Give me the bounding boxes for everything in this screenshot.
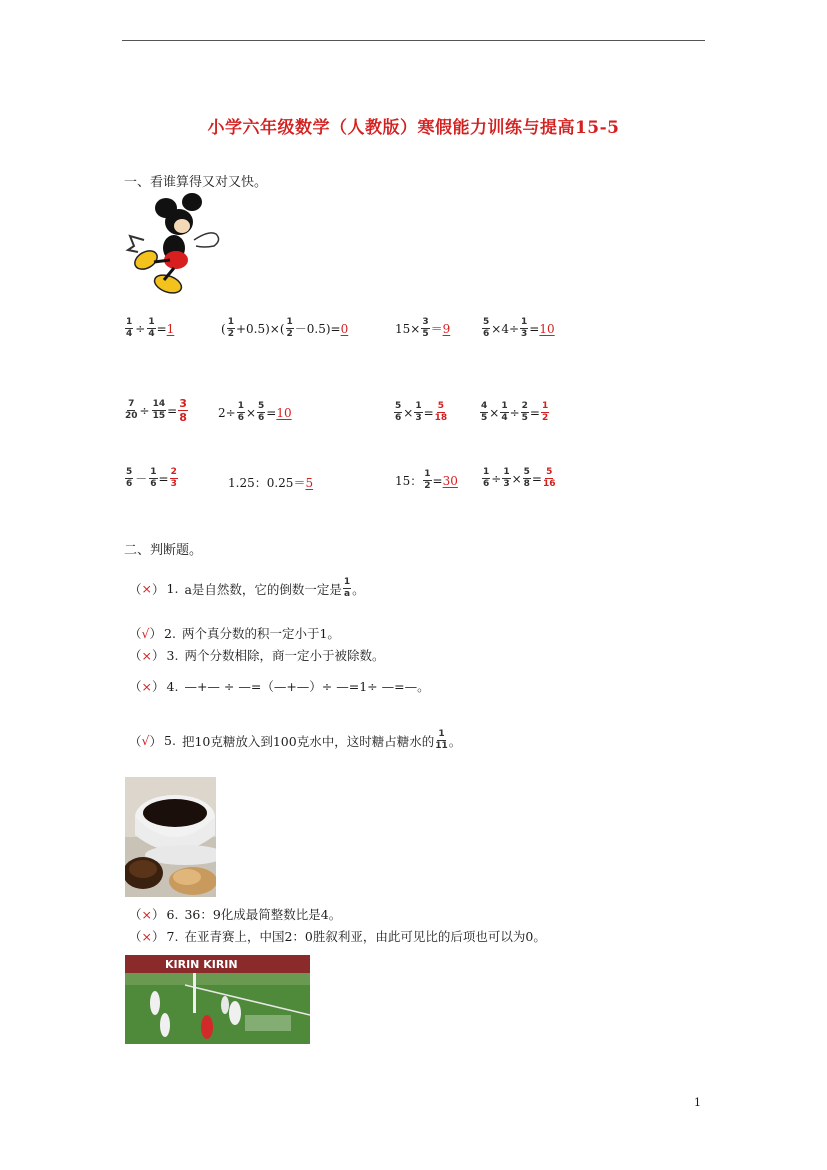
fraction: $\frac{1}{2}$	[286, 317, 293, 339]
answer-fraction: $\frac{5}{18}$	[434, 401, 448, 423]
judge-item-5: （ √ ） 5. 把10克糖放入到100克水中，这时糖占糖水的 $\frac{1}{11}$ 。	[129, 729, 462, 751]
answer-fraction: $\frac{3}{8}$	[179, 397, 187, 424]
calc-r1-e3: 15× $\frac{3}{5}$ ＝ 9	[395, 317, 451, 339]
header-rule	[122, 40, 705, 41]
judge-item-4: （ × ） 4. —+— ÷ —=（—+—）÷ —=1÷ —=—。	[129, 678, 430, 694]
fraction: $\frac{1}{4}$	[501, 401, 508, 423]
answer: 0	[340, 321, 349, 336]
check-mark: √	[141, 625, 150, 641]
calc-r1-e1: $\frac{1}{4}$ ÷ $\frac{1}{4}$ = 1	[126, 317, 175, 339]
calc-r3-e3: 15： $\frac{1}{2}$ = 30	[395, 470, 464, 491]
calc-r1-e2: ( $\frac{1}{2}$ +0.5)×( $\frac{1}{2}$ －0.5)= 0	[221, 317, 349, 339]
section-1-heading: 一、看谁算得又对又快。	[124, 175, 268, 190]
answer-fraction: $\frac{1}{2}$	[541, 401, 549, 423]
calc-r2-e4: $\frac{4}{5}$ × $\frac{1}{4}$ ÷ $\frac{2}{5}$ = $\frac{1}{2}$	[481, 401, 549, 423]
answer: 10	[276, 405, 292, 420]
fraction: $\frac{1}{4}$	[148, 317, 155, 339]
calc-r3-e4: $\frac{1}{6}$ ÷ $\frac{1}{3}$ × $\frac{5}{8}$ = $\frac{5}{16}$	[483, 467, 556, 489]
fraction: $\frac{5}{6}$	[395, 401, 402, 423]
fraction: $\frac{1}{4}$	[126, 317, 133, 339]
check-mark: √	[141, 733, 150, 748]
fraction: $\frac{1}{2}$	[424, 469, 431, 491]
calc-r1-e4: $\frac{5}{6}$ ×4÷ $\frac{1}{3}$ = 10	[483, 317, 555, 339]
calc-r2-e2: 2÷ $\frac{1}{6}$ × $\frac{5}{6}$ = 10	[218, 401, 292, 423]
calc-r2-e1: $\frac{7}{20}$ ÷ $\frac{14}{15}$ = $\frac{3}{8}$	[125, 397, 187, 424]
fraction: $\frac{5}{6}$	[126, 467, 133, 489]
cross-mark: ×	[141, 928, 152, 944]
banner-text: KIRIN KIRIN	[165, 958, 238, 971]
soccer-photo	[125, 955, 310, 1044]
cross-mark: ×	[141, 678, 152, 694]
answer-fraction: $\frac{2}{3}$	[170, 467, 177, 489]
page-number: 1	[694, 1096, 701, 1109]
calc-r3-e2: 1.25：0.25＝ 5	[228, 475, 314, 490]
fraction: $\frac{1}{a}$	[343, 577, 351, 599]
judge-item-6: （ × ） 6. 36：9化成最简整数比是4。	[129, 906, 342, 922]
fraction: $\frac{5}{6}$	[258, 401, 265, 423]
fraction: $\frac{2}{5}$	[521, 401, 528, 423]
fraction: $\frac{5}{8}$	[523, 467, 530, 489]
judge-item-3: （ × ） 3. 两个分数相除，商一定小于被除数。	[129, 647, 385, 663]
mickey-illustration	[124, 190, 226, 298]
fraction: $\frac{4}{5}$	[481, 401, 488, 423]
page-title: 小学六年级数学（人教版）寒假能力训练与提高15-5	[207, 118, 620, 138]
fraction: $\frac{1}{6}$	[237, 401, 244, 423]
fraction: $\frac{14}{15}$	[152, 399, 166, 421]
fraction: $\frac{3}{5}$	[422, 317, 429, 339]
fraction: $\frac{1}{6}$	[150, 467, 157, 489]
fraction: $\frac{1}{6}$	[483, 467, 490, 489]
fraction: $\frac{1}{3}$	[503, 467, 510, 489]
calc-r3-e1: $\frac{5}{6}$ － $\frac{1}{6}$ = $\frac{2}{3}$	[126, 467, 177, 489]
calc-r2-e3: $\frac{5}{6}$ × $\frac{1}{3}$ = $\frac{5}{18}$	[395, 401, 448, 423]
answer: 5	[305, 475, 314, 490]
answer: 9	[442, 321, 451, 336]
answer-fraction: $\frac{5}{16}$	[542, 467, 556, 489]
answer: 30	[442, 473, 458, 488]
cross-mark: ×	[141, 647, 152, 663]
fraction: $\frac{1}{3}$	[521, 317, 528, 339]
section-2-heading: 二、判断题。	[124, 543, 203, 558]
judge-item-7: （ × ） 7. 在亚青赛上，中国2：0胜叙利亚，由此可见比的后项也可以为0。	[129, 928, 546, 944]
cross-mark: ×	[141, 906, 152, 922]
fraction: $\frac{1}{2}$	[227, 317, 234, 339]
coffee-photo	[125, 777, 216, 897]
answer: 1	[166, 321, 175, 336]
judge-item-1: （ × ） 1. a是自然数，它的倒数一定是 $\frac{1}{a}$ 。	[129, 577, 365, 599]
fraction: $\frac{1}{11}$	[435, 729, 448, 751]
fraction: $\frac{1}{3}$	[415, 401, 422, 423]
judge-item-2: （ √ ） 2. 两个真分数的积一定小于1。	[129, 625, 340, 641]
fraction: $\frac{5}{6}$	[483, 317, 490, 339]
fraction: $\frac{7}{20}$	[125, 399, 138, 421]
answer: 10	[539, 321, 555, 336]
cross-mark: ×	[141, 581, 152, 596]
